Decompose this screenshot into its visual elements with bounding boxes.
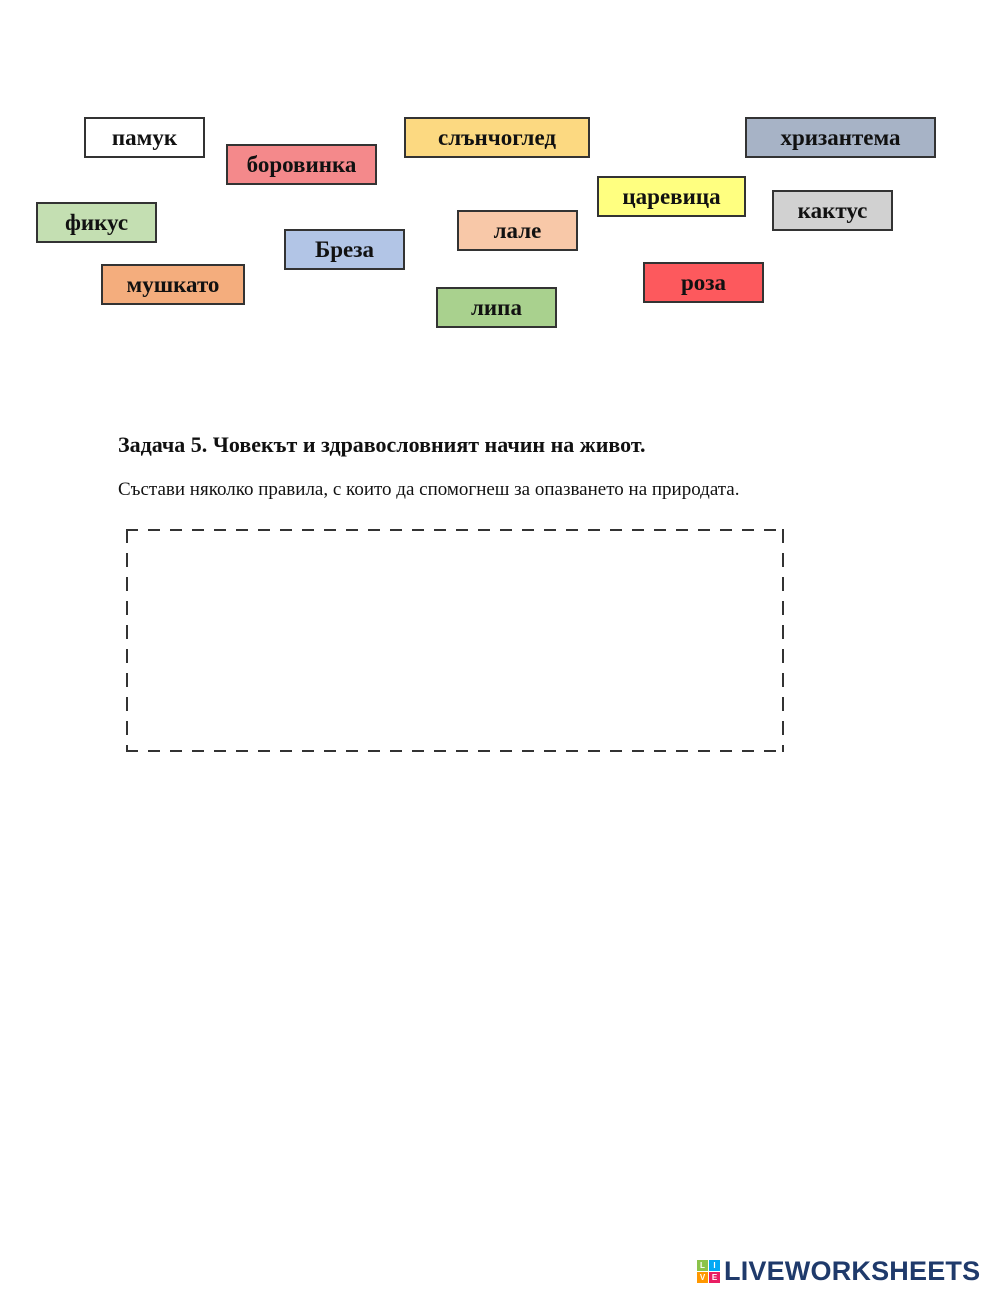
answer-input[interactable] — [132, 535, 778, 746]
word-tile-borovinka[interactable] — [226, 144, 377, 185]
word-tile-tsarevitsa[interactable] — [597, 176, 746, 217]
word-tile-label: лале — [493, 217, 542, 243]
liveworksheets-logo-icon — [697, 1260, 720, 1283]
word-tile-pamuk[interactable] — [84, 117, 205, 158]
word-tile-lipa[interactable] — [436, 287, 557, 328]
logo-letter: E — [709, 1272, 720, 1283]
word-tile-label: царевица — [622, 183, 721, 209]
task-title: Задача 5. Човекът и здравословният начин на живот. — [118, 432, 646, 457]
logo-letter: I — [709, 1260, 720, 1271]
answer-box — [126, 529, 784, 752]
brand-name: LIVEWORKSHEETS — [724, 1256, 981, 1286]
brand-logo-group — [697, 1256, 980, 1287]
word-tile-mushkato[interactable] — [101, 264, 245, 305]
word-tile-slanchogled[interactable] — [404, 117, 590, 158]
word-tile-fikus[interactable] — [36, 202, 157, 243]
word-tile-label: хризантема — [780, 124, 901, 150]
word-tile-label: слънчоглед — [438, 124, 556, 150]
word-tile-label: липа — [471, 294, 522, 320]
task-instruction: Състави няколко правила, с които да спомогнеш за опазването на природата. — [118, 479, 740, 500]
word-tile-label: боровинка — [246, 151, 357, 177]
logo-letter: L — [697, 1260, 708, 1271]
word-tile-label: роза — [680, 269, 727, 295]
logo-letter: V — [697, 1272, 708, 1283]
word-tile-label: фикус — [64, 209, 129, 235]
word-tile-roza[interactable] — [643, 262, 764, 303]
word-tile-kaktus[interactable] — [772, 190, 893, 231]
word-tile-breza[interactable] — [284, 229, 405, 270]
word-tile-hrizantema[interactable] — [745, 117, 936, 158]
word-tile-lale[interactable] — [457, 210, 578, 251]
word-tile-label: памук — [111, 124, 178, 150]
word-tile-label: мушкато — [126, 271, 220, 297]
word-tile-label: Бреза — [315, 236, 374, 262]
word-tile-label: кактус — [797, 197, 868, 223]
